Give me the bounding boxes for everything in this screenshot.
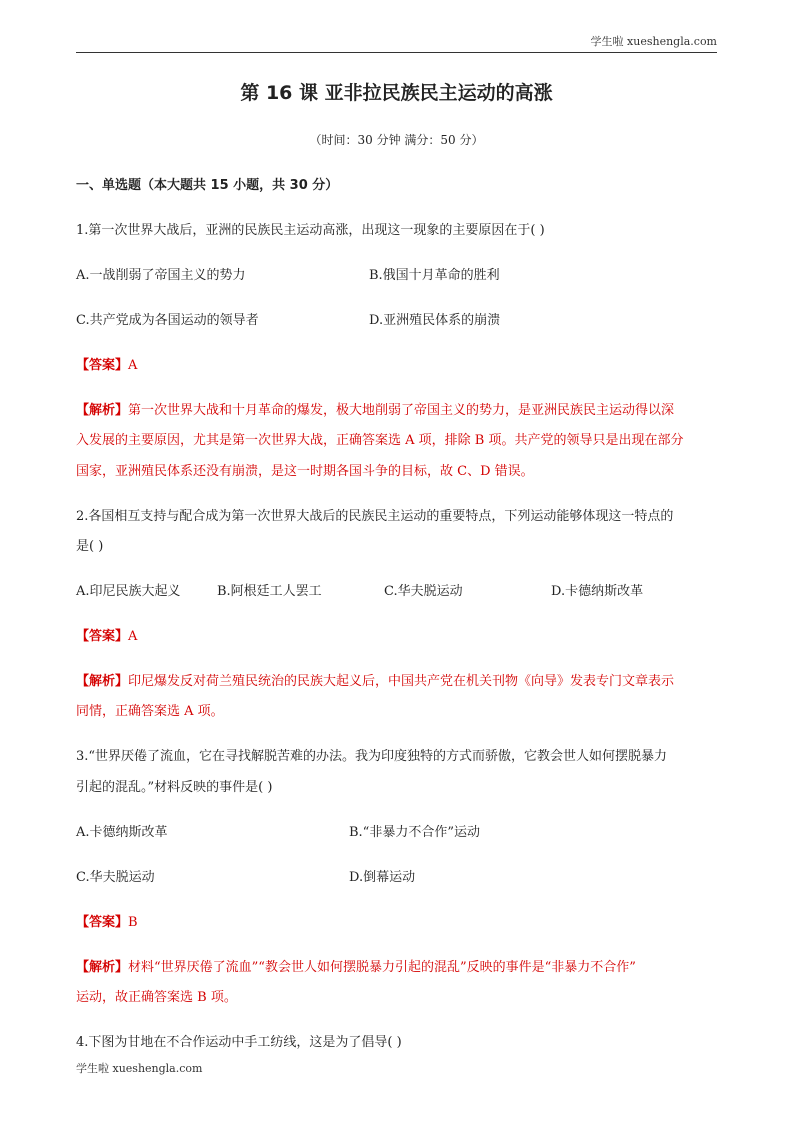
question-2-option-b: B.阿根廷工人罢工: [217, 584, 322, 599]
question-3-option-d: D.倒幕运动: [349, 870, 416, 885]
explanation-tag: 【解析】: [76, 960, 129, 975]
answer-tag: 【答案】: [76, 915, 129, 930]
question-2-explanation-line-2: 同情，正确答案选 A 项。: [76, 704, 224, 719]
question-3-stem-line-2: 引起的混乱。”材料反映的事件是( ): [76, 780, 273, 795]
question-3-stem-line-1: 3.“世界厌倦了流血，它在寻找解脱苦难的办法。我为印度独特的方式而骄傲，它教会世人如何摆脱暴力: [76, 749, 668, 764]
question-1-explanation-line-2: 入发展的主要原因，尤其是第一次世界大战，正确答案选 A 项，排除 B 项。共产党的领导只是出现在部分: [76, 433, 684, 448]
question-1-option-b: B.俄国十月革命的胜利: [369, 268, 500, 283]
question-2-stem-line-2: 是( ): [76, 539, 104, 554]
question-2-option-c: C.华夫脱运动: [384, 584, 463, 599]
question-2-option-a: A.印尼民族大起义: [76, 584, 181, 599]
question-1-explanation-line-3: 国家，亚洲殖民体系还没有崩溃，是这一时期各国斗争的目标，故 C、D 错误。: [76, 464, 534, 479]
page-title: 第 16 课 亚非拉民族民主运动的高涨: [240, 82, 553, 104]
question-2-explanation-line-1: [76, 670, 674, 689]
page-subtitle: （时间：30 分钟 满分：50 分）: [309, 133, 484, 147]
explanation-tag: 【解析】: [76, 403, 129, 418]
question-3-option-c: C.华夫脱运动: [76, 870, 155, 885]
question-1-option-c: C.共产党成为各国运动的领导者: [76, 313, 259, 328]
footer-brand: 学生啦 xueshengla.com: [76, 1062, 203, 1075]
question-3-option-a: A.卡德纳斯改革: [76, 825, 168, 840]
answer-tag: 【答案】: [76, 358, 129, 373]
question-1-answer: [76, 354, 137, 373]
explanation-text: 第一次世界大战和十月革命的爆发，极大地削弱了帝国主义的势力，是亚洲民族民主运动得以深: [128, 403, 675, 418]
question-3-option-b: B.“非暴力不合作”运动: [349, 825, 480, 840]
question-3-answer: [76, 911, 138, 930]
question-2-option-d: D.卡德纳斯改革: [551, 584, 644, 599]
answer-tag: 【答案】: [76, 629, 129, 644]
explanation-text: 材料“世界厌倦了流血”“教会世人如何摆脱暴力引起的混乱”反映的事件是“非暴力不合作”: [128, 960, 636, 975]
explanation-tag: 【解析】: [76, 674, 129, 689]
question-1-option-d: D.亚洲殖民体系的崩溃: [369, 313, 501, 328]
question-2-stem-line-1: 2.各国相互支持与配合成为第一次世界大战后的民族民主运动的重要特点，下列运动能够体现这一特点的: [76, 509, 674, 524]
question-2-answer: [76, 625, 137, 644]
answer-value: A: [128, 629, 138, 644]
answer-value: B: [128, 915, 138, 930]
question-1-option-a: A.一战削弱了帝国主义的势力: [76, 268, 246, 283]
question-3-explanation-line-1: [76, 956, 636, 975]
question-1-stem: 1.第一次世界大战后，亚洲的民族民主运动高涨，出现这一现象的主要原因在于( ): [76, 223, 545, 238]
header-brand: 学生啦 xueshengla.com: [590, 35, 717, 48]
question-4-stem: 4.下图为甘地在不合作运动中手工纺线，这是为了倡导( ): [76, 1035, 402, 1050]
explanation-text: 印尼爆发反对荷兰殖民统治的民族大起义后，中国共产党在机关刊物《向导》发表专门文章表示: [128, 674, 675, 689]
section-heading: 一、单选题（本大题共 15 小题，共 30 分）: [76, 178, 339, 193]
question-1-explanation-line-1: [76, 399, 674, 418]
header-divider: [76, 52, 717, 53]
answer-value: A: [128, 358, 138, 373]
question-3-explanation-line-2: 运动，故正确答案选 B 项。: [76, 990, 237, 1005]
